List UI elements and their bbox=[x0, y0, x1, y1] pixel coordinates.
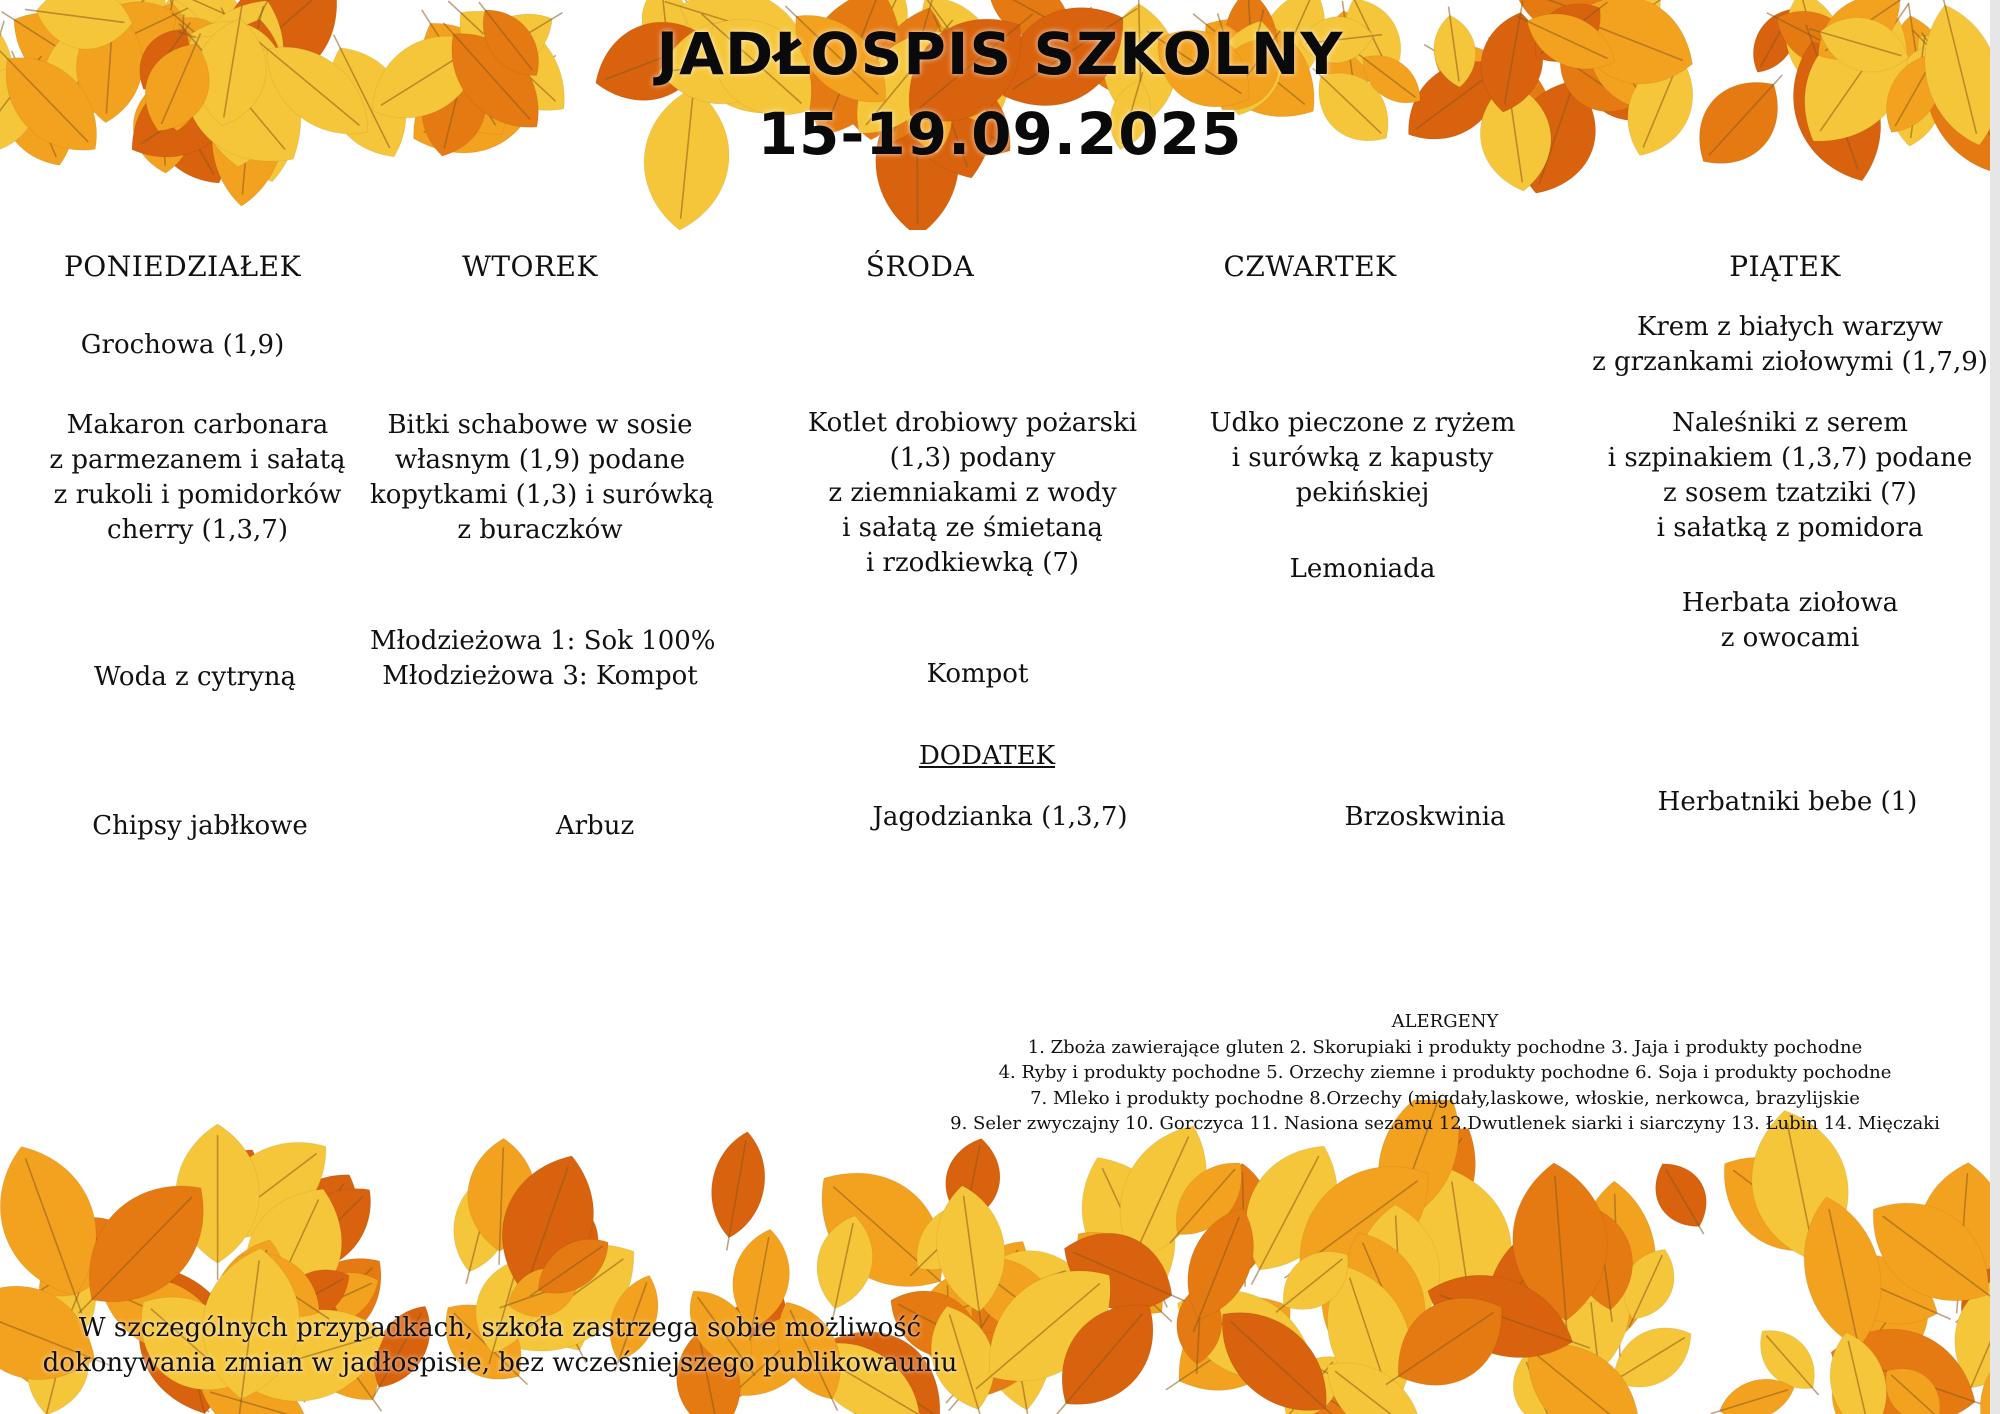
disclaimer-note bbox=[20, 1311, 980, 1381]
main-dish-thursday bbox=[1200, 406, 1525, 511]
main-dish-line: cherry (1,3,7) bbox=[107, 515, 288, 545]
disclaimer-line: dokonywania zmian w jadłospisie, bez wcześniejszego publikowauniu bbox=[42, 1348, 958, 1378]
main-dish-line: z ziemniakami z wody bbox=[828, 478, 1117, 508]
extra-monday: Chipsy jabłkowe bbox=[92, 811, 308, 841]
drink-wednesday: Kompot bbox=[926, 659, 1029, 689]
leaf-shape bbox=[1642, 1152, 1724, 1246]
day-header-thursday: CZWARTEK bbox=[1223, 250, 1397, 283]
allergens-line: 7. Mleko i produkty pochodne 8.Orzechy (migdały,laskowe, włoskie, nerkowca, brazylijskie bbox=[1030, 1087, 1860, 1109]
day-header-wednesday: ŚRODA bbox=[865, 250, 975, 283]
main-dish-line: i szpinakiem (1,3,7) podane bbox=[1607, 443, 1973, 473]
main-dish-tuesday bbox=[370, 408, 714, 548]
main-dish-line: z rukoli i pomidorków bbox=[53, 480, 342, 510]
main-dish-friday bbox=[1605, 406, 1975, 546]
soup-monday: Grochowa (1,9) bbox=[80, 330, 285, 360]
drink-line: Młodzieżowa 1: Sok 100% bbox=[370, 626, 716, 656]
soup-friday bbox=[1585, 310, 1995, 380]
extra-wednesday: Jagodzianka (1,3,7) bbox=[872, 802, 1128, 832]
allergens-legend bbox=[925, 1009, 1965, 1137]
main-dish-line: i rzodkiewką (7) bbox=[865, 548, 1080, 578]
main-dish-wednesday bbox=[800, 406, 1145, 581]
allergens-title: ALERGENY bbox=[1391, 1011, 1499, 1032]
main-dish-line: Naleśniki z serem bbox=[1672, 408, 1908, 438]
allergens-line: 1. Zboża zawierające gluten 2. Skorupiaki i produkty pochodne 3. Jaja i produkty pochodne bbox=[1027, 1036, 1863, 1058]
extra-friday: Herbatniki bebe (1) bbox=[1657, 787, 1918, 817]
extra-tuesday: Arbuz bbox=[555, 811, 635, 841]
soup-friday-line: Krem z białych warzyw bbox=[1636, 312, 1944, 342]
drink-line: z owocami bbox=[1720, 623, 1860, 653]
extra-thursday: Brzoskwinia bbox=[1344, 802, 1506, 832]
leaf-shape bbox=[1678, 52, 1807, 184]
main-dish-line: i sałatką z pomidora bbox=[1656, 513, 1924, 543]
day-header-tuesday: WTOREK bbox=[462, 250, 598, 283]
main-dish-line: Makaron carbonara bbox=[66, 410, 329, 440]
drink-thursday: Lemoniada bbox=[1289, 554, 1436, 584]
extra-section-title: DODATEK bbox=[918, 741, 1056, 771]
main-dish-line: (1,3) podany bbox=[889, 443, 1056, 473]
main-dish-line: Bitki schabowe w sosie bbox=[387, 410, 693, 440]
menu-title: JADŁOSPIS SZKOLNY bbox=[656, 20, 1344, 88]
main-dish-line: i surówką z kapusty bbox=[1231, 443, 1494, 473]
main-dish-line: z sosem tzatziki (7) bbox=[1663, 478, 1917, 508]
disclaimer-line: W szczególnych przypadkach, szkoła zastrzega sobie możliwość bbox=[78, 1313, 922, 1343]
drink-line: Młodzieżowa 3: Kompot bbox=[382, 661, 698, 691]
main-dish-line: i sałatą ze śmietaną bbox=[842, 513, 1103, 543]
drink-monday: Woda z cytryną bbox=[93, 662, 297, 692]
main-dish-line: własnym (1,9) podane bbox=[394, 445, 686, 475]
main-dish-line: Kotlet drobiowy pożarski bbox=[807, 408, 1138, 438]
main-dish-line: z parmezanem i sałatą bbox=[49, 445, 346, 475]
main-dish-line: pekińskiej bbox=[1295, 478, 1430, 508]
main-dish-line: Udko pieczone z ryżem bbox=[1209, 408, 1516, 438]
drink-line: Herbata ziołowa bbox=[1681, 588, 1899, 618]
day-header-monday: PONIEDZIAŁEK bbox=[63, 250, 302, 283]
drink-friday bbox=[1605, 586, 1975, 656]
day-header-friday: PIĄTEK bbox=[1729, 250, 1841, 283]
soup-friday-line: z grzankami ziołowymi (1,7,9) bbox=[1592, 347, 1988, 377]
allergens-line: 9. Seler zwyczajny 10. Gorczyca 11. Nasiona sezamu 12.Dwutlenek siarki i siarczyny 13. Łubin 14. Mięczaki bbox=[950, 1113, 1940, 1134]
main-dish-line: z buraczków bbox=[457, 515, 623, 545]
allergens-line: 4. Ryby i produkty pochodne 5. Orzechy ziemne i produkty pochodne 6. Soja i produkty pochodne bbox=[998, 1062, 1892, 1083]
menu-dates: 15-19.09.2025 bbox=[757, 100, 1243, 168]
main-dish-monday bbox=[30, 408, 365, 548]
main-dish-line: kopytkami (1,3) i surówką bbox=[370, 480, 714, 510]
drink-tuesday bbox=[370, 624, 716, 694]
